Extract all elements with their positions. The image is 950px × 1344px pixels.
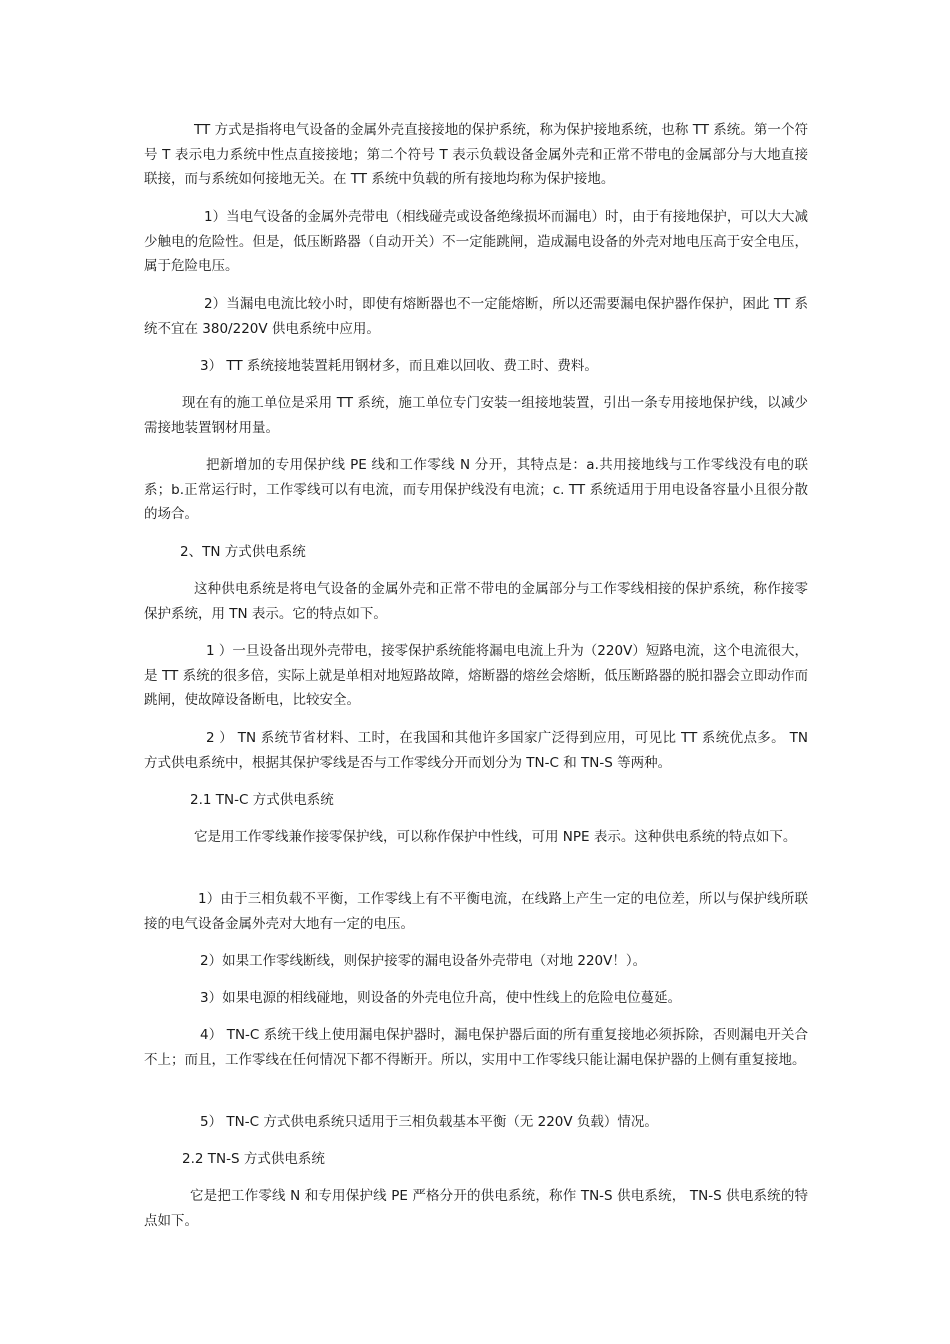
paragraph-tn-s-definition: 它是把工作零线 N 和专用保护线 PE 严格分开的供电系统，称作 TN-S 供电系统， TN-S 供电系统的特点如下。 xyxy=(144,1188,808,1229)
paragraph-tn-c-point-5: 5） TN-C 方式供电系统只适用于三相负载基本平衡（无 220V 负载）情况。 xyxy=(200,1114,658,1130)
paragraph-tn-point-1: 1 ）一旦设备出现外壳带电，接零保护系统能将漏电电流上升为（220V）短路电流，这个电流很大，是 TT 系统的很多倍，实际上就是单相对地短路故障，熔断器的熔丝会熔断，低压断路器的脱扣器会立即动作而跳闸，使故障设备断电，比较安全。 xyxy=(144,643,808,708)
paragraph-tt-definition: TT 方式是指将电气设备的金属外壳直接接地的保护系统，称为保护接地系统，也称 TT 系统。第一个符号 T 表示电力系统中性点直接接地；第二个符号 T 表示负载设备金属外壳和正常不带电的金属部分与大地直接联接，而与系统如何接地无关。在 TT 系统中负载的所有接地均称为保护接地。 xyxy=(144,122,808,187)
paragraph-tn-c-point-1: 1）由于三相负载不平衡，工作零线上有不平衡电流，在线路上产生一定的电位差，所以与保护线所联接的电气设备金属外壳对大地有一定的电压。 xyxy=(144,891,808,932)
paragraph-tt-point-2: 2）当漏电电流比较小时，即使有熔断器也不一定能熔断，所以还需要漏电保护器作保护，困此 TT 系统不宜在 380/220V 供电系统中应用。 xyxy=(144,296,808,337)
paragraph-tn-point-2: 2 ） TN 系统节省材料、工时，在我国和其他许多国家广泛得到应用，可见比 TT 系统优点多。 TN 方式供电系统中，根据其保护零线是否与工作零线分开而划分为 TN-C 和 TN-S 等两种。 xyxy=(144,730,808,771)
section-heading-tn: 2、TN 方式供电系统 xyxy=(180,544,306,560)
paragraph-pe-n-separation: 把新增加的专用保护线 PE 线和工作零线 N 分开，其特点是：a.共用接地线与工作零线没有电的联系；b.正常运行时，工作零线可以有电流，而专用保护线没有电流；c. TT 系统适用于用电设备容量小且很分散的场合。 xyxy=(144,457,808,522)
paragraph-tn-c-point-3: 3）如果电源的相线碰地，则设备的外壳电位升高，使中性线上的危险电位蔓延。 xyxy=(200,990,682,1006)
section-heading-tn-s: 2.2 TN-S 方式供电系统 xyxy=(182,1151,325,1167)
paragraph-construction-units: 现在有的施工单位是采用 TT 系统，施工单位专门安装一组接地装置，引出一条专用接地保护线，以减少需接地装置钢材用量。 xyxy=(144,395,808,436)
paragraph-tn-c-point-2: 2）如果工作零线断线，则保护接零的漏电设备外壳带电（对地 220V！）。 xyxy=(200,953,647,969)
paragraph-tt-point-3: 3） TT 系统接地装置耗用钢材多，而且难以回收、费工时、费料。 xyxy=(200,358,598,374)
section-heading-tn-c: 2.1 TN-C 方式供电系统 xyxy=(190,792,334,808)
paragraph-tt-point-1: 1）当电气设备的金属外壳带电（相线碰壳或设备绝缘损坏而漏电）时，由于有接地保护，可以大大减少触电的危险性。但是，低压断路器（自动开关）不一定能跳闸，造成漏电设备的外壳对地电压高于安全电压，属于危险电压。 xyxy=(144,209,808,274)
paragraph-tn-c-definition: 它是用工作零线兼作接零保护线，可以称作保护中性线，可用 NPE 表示。这种供电系统的特点如下。 xyxy=(194,829,797,845)
paragraph-tn-c-point-4: 4） TN-C 系统干线上使用漏电保护器时，漏电保护器后面的所有重复接地必须拆除，否则漏电开关合不上；而且，工作零线在任何情况下都不得断开。所以，实用中工作零线只能让漏电保护器的上侧有重复接地。 xyxy=(144,1027,808,1068)
paragraph-tn-definition: 这种供电系统是将电气设备的金属外壳和正常不带电的金属部分与工作零线相接的保护系统，称作接零保护系统，用 TN 表示。它的特点如下。 xyxy=(144,581,808,622)
